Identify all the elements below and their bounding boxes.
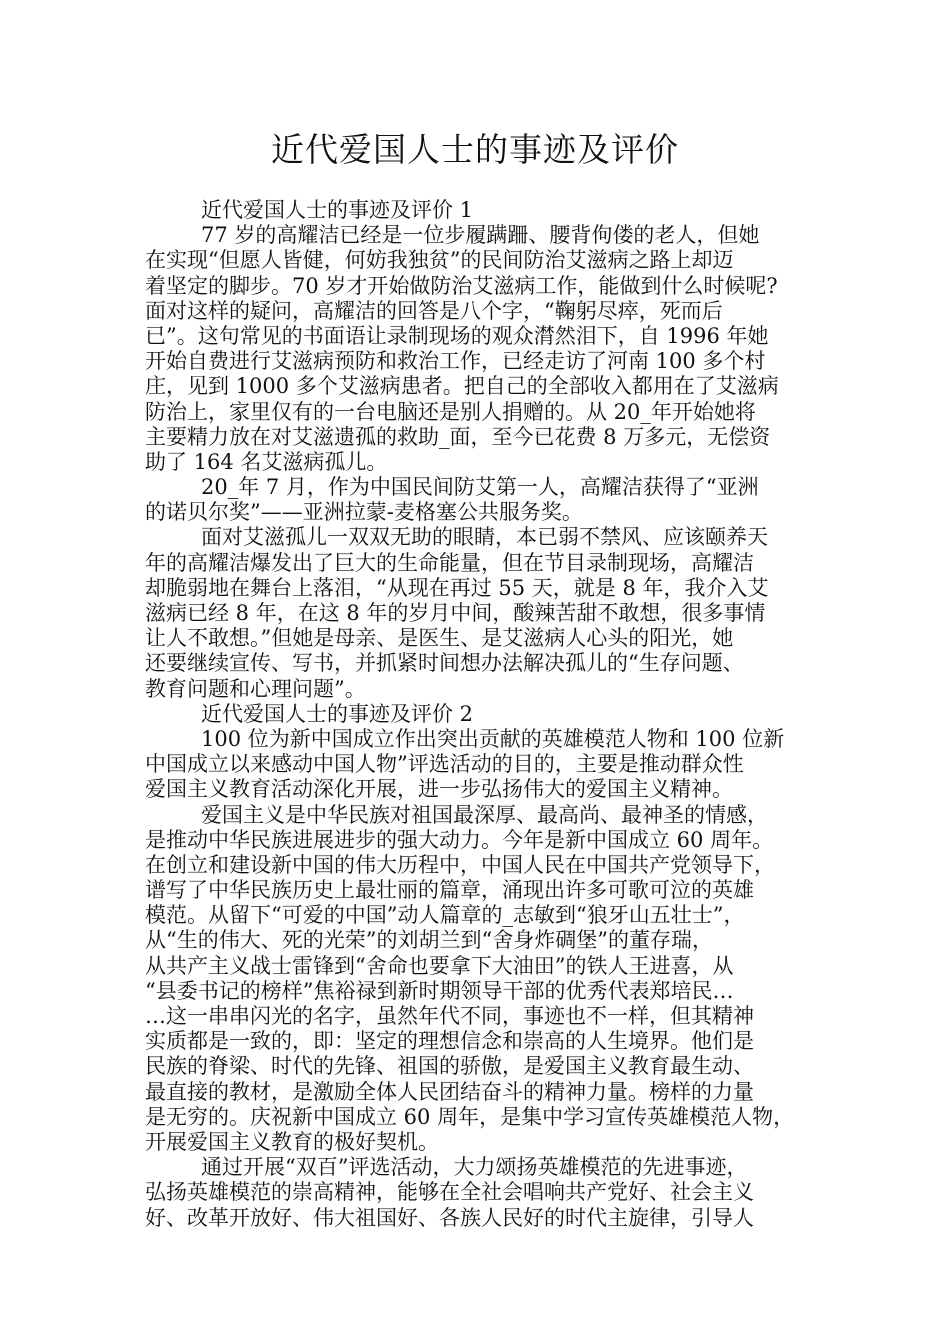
text-line: 从“生的伟大、死的光荣”的刘胡兰到“舍身炸碉堡”的董存瑞， xyxy=(145,928,713,953)
text-line: 让人不敢想。”但她是母亲、是医生、是艾滋病人心头的阳光，她 xyxy=(145,626,734,651)
text-line: 已”。这句常见的书面语让录制现场的观众潸然泪下，自 1996 年她 xyxy=(145,323,769,348)
text-line: 民族的脊梁、时代的先锋、祖国的骄傲，是爱国主义教育最生动、 xyxy=(145,1054,754,1079)
text-line: 开展爱国主义教育的极好契机。 xyxy=(145,1129,439,1154)
text-line: 的诺贝尔奖”——亚洲拉蒙-麦格塞公共服务奖。 xyxy=(145,500,583,525)
text-line: 近代爱国人士的事迹及评价 2 xyxy=(201,701,474,726)
text-line: 爱国主义是中华民族对祖国最深厚、最高尚、最神圣的情感， xyxy=(201,802,768,827)
text-line: 面对艾滋孤儿一双双无助的眼睛，本已弱不禁风、应该颐养天 xyxy=(201,525,768,550)
text-line: 谱写了中华民族历史上最壮丽的篇章，涌现出许多可歌可泣的英雄 xyxy=(145,878,754,903)
text-line: 庄，见到 1000 多个艾滋病患者。把自己的全部收入都用在了艾滋病 xyxy=(145,374,779,399)
text-line: 模范。从留下“可爱的中国”动人篇章的_志敏到“狼牙山五壮士”， xyxy=(145,903,745,928)
text-line: 从共产主义战士雷锋到“舍命也要拿下大油田”的铁人王进喜，从 xyxy=(145,953,734,978)
text-line: 弘扬英雄模范的崇高精神，能够在全社会唱响共产党好、社会主义 xyxy=(145,1180,754,1205)
text-line: …这一串串闪光的名字，虽然年代不同，事迹也不一样，但其精神 xyxy=(145,1004,754,1028)
text-line: 开始自费进行艾滋病预防和救治工作，已经走访了河南 100 多个村 xyxy=(145,349,766,374)
text-line: 通过开展“双百”评选活动，大力颂扬英雄模范的先进事迹， xyxy=(201,1155,748,1180)
text-line: 100 位为新中国成立作出突出贡献的英雄模范人物和 100 位新 xyxy=(201,726,785,751)
text-line: 近代爱国人士的事迹及评价 1 xyxy=(201,198,474,222)
text-line: 是无穷的。庆祝新中国成立 60 周年，是集中学习宣传英雄模范人物， xyxy=(145,1104,795,1129)
text-line: 中国成立以来感动中国人物”评选活动的目的，主要是推动群众性 xyxy=(145,752,744,777)
text-line: 却脆弱地在舞台上落泪，“从现在再过 55 天，就是 8 年，我介入艾 xyxy=(145,575,769,600)
text-line: 主要精力放在对艾滋遗孤的救助_面，至今已花费 8 万多元，无偿资 xyxy=(145,424,771,449)
document-body xyxy=(145,198,825,1231)
text-line: “县委书记的榜样”焦裕禄到新时期领导干部的优秀代表郑培民… xyxy=(145,978,734,1003)
text-line: 着坚定的脚步。70 岁才开始做防治艾滋病工作，能做到什么时候呢? xyxy=(145,273,778,298)
text-line: 最直接的教材，是激励全体人民团结奋斗的精神力量。榜样的力量 xyxy=(145,1079,754,1104)
text-line: 助了 164 名艾滋病孤儿。 xyxy=(145,449,388,474)
text-line: 面对这样的疑问，高耀洁的回答是八个字，“鞠躬尽瘁，死而后 xyxy=(145,298,723,323)
text-line: 在创立和建设新中国的伟大历程中，中国人民在中国共产党领导下， xyxy=(145,852,775,877)
document-title: 近代爱国人士的事迹及评价 xyxy=(271,130,679,169)
text-line: 是推动中华民族进展进步的强大动力。今年是新中国成立 60 周年。 xyxy=(145,827,774,852)
text-line: 教育问题和心理问题”。 xyxy=(145,676,366,701)
text-line: 滋病已经 8 年，在这 8 年的岁月中间，酸辣苦甜不敢想，很多事情 xyxy=(145,601,766,625)
text-line: 77 岁的高耀洁已经是一位步履蹒跚、腰背佝偻的老人，但她 xyxy=(201,223,760,248)
text-line: 20_年 7 月，作为中国民间防艾第一人，高耀洁获得了“亚洲 xyxy=(201,475,759,500)
text-line: 防治上，家里仅有的一台电脑还是别人捐赠的。从 20_年开始她将 xyxy=(145,399,756,424)
text-line: 年的高耀洁爆发出了巨大的生命能量，但在节目录制现场，高耀洁 xyxy=(145,550,754,575)
text-line: 在实现“但愿人皆健，何妨我独贫”的民间防治艾滋病之路上却迈 xyxy=(145,248,734,273)
text-line: 爱国主义教育活动深化开展，进一步弘扬伟大的爱国主义精神。 xyxy=(145,777,733,802)
text-line: 还要继续宣传、写书，并抓紧时间想办法解决孤儿的“生存问题、 xyxy=(145,651,744,676)
text-line: 实质都是一致的，即：坚定的理想信念和崇高的人生境界。他们是 xyxy=(145,1029,754,1054)
text-line: 好、改革开放好、伟大祖国好、各族人民好的时代主旋律，引导人 xyxy=(145,1205,754,1230)
